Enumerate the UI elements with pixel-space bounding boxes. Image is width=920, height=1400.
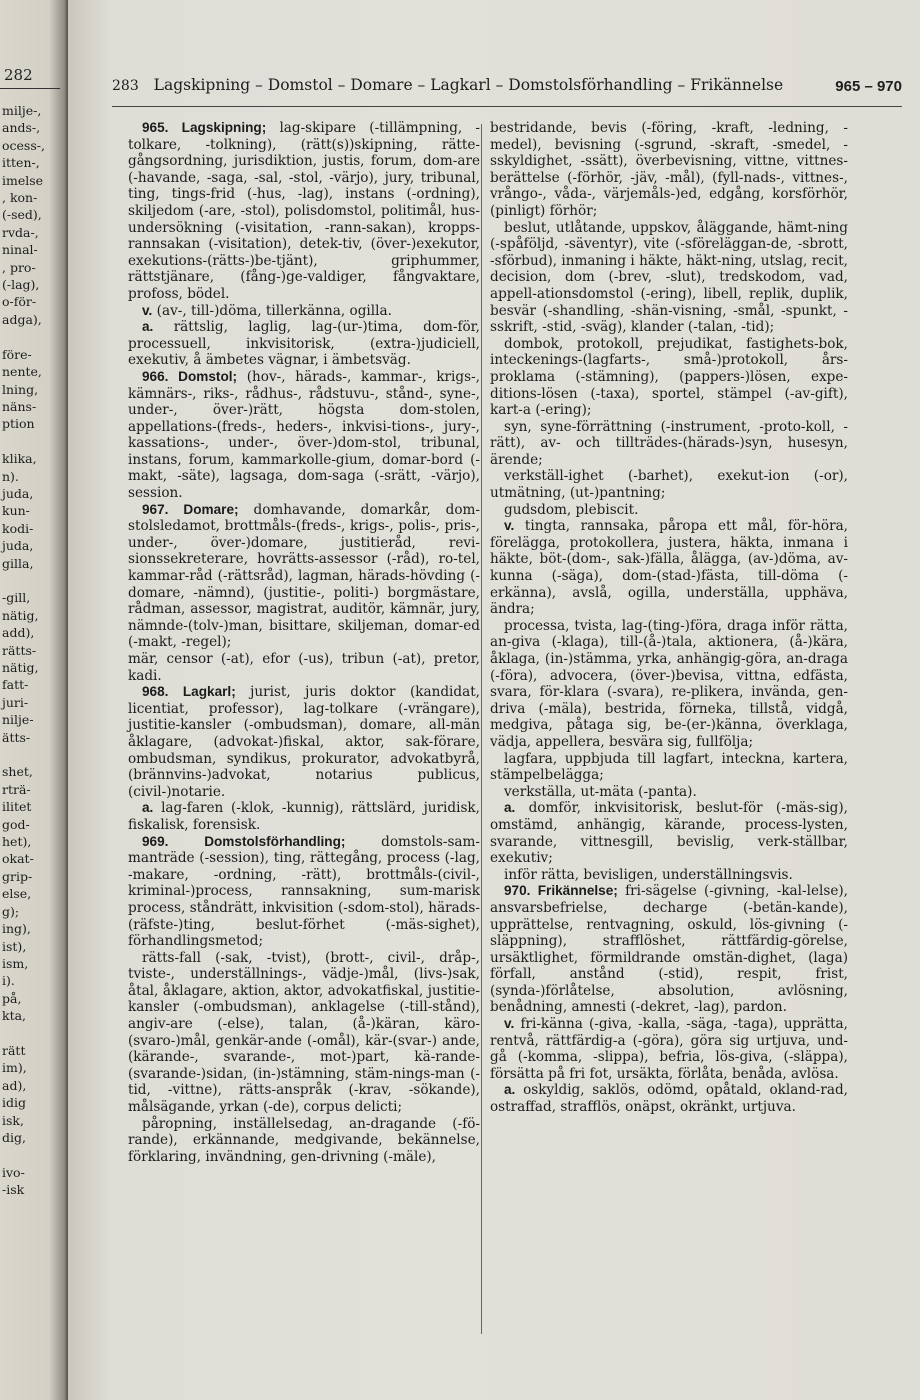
- entry-text: oskyldig, saklös, odömd, opåtald, okland-rad, ostraffad, strafflös, onäpst, okränkt, urtjuva.: [490, 1082, 849, 1116]
- entry-text: rätts-fall (-sak, -tvist), (brott-, civil-, dråp-, tviste-, underställnings-, vädje-)mål, (livs-)sak, åtal, åklagare, aktion, aktor, advokatfiskal, justitie-kansler (-ombudsman), anklagelse (-till-stånd), angiv-are (-else), talan, (å-)käran, käro-(svaro-)mål, genkär-ande (-omål), kär-(svar-) ande, (kärande-, svarande-, mot-)part, kä-rande-(svarande-)sidan, (in-)stämning, stäm-nings-man (-tid, -vittne), rätts-anspråk (-krav, -sökande), målsägande, yrkan (-de), corpus delicti;: [128, 949, 480, 1116]
- part-of-speech: a.: [504, 800, 516, 816]
- previous-page-fragment: itten-,: [2, 155, 40, 171]
- column-divider: [481, 124, 482, 1334]
- previous-page-fragment: juda,: [2, 485, 34, 501]
- sub-paragraph: [490, 1016, 848, 1082]
- previous-page-fragment: före-: [2, 346, 32, 362]
- entry-paragraph: [128, 684, 480, 800]
- entry-text: mär, censor (-at), efor (-us), tribun (-at), pretor, kadi.: [128, 651, 480, 684]
- entry-text: fri-sägelse (-givning, -kal-lelse), ansvarsbefrielse, decharge (-betän-kande), upprättelse, rentvagning, oskuld, lös-givning (-släppning), strafflöshet, rättfärdig-görelse, ursäktlighet, förmildrande omstän-dighet, (laga) förfall, anstånd (-stid), respit, frist, (synda-)förlåtelse, absolution, avlösning, benådning, amnesti (-dekret, -lag), pardon.: [490, 883, 848, 1016]
- previous-page-fragment: (-lag),: [2, 277, 40, 293]
- entry-text: verkställa, ut-mäta (-panta).: [504, 783, 697, 800]
- previous-page-fragment: ing),: [2, 921, 31, 937]
- previous-page-fragment: juda,: [2, 538, 34, 554]
- entry-number: 966.: [142, 368, 169, 384]
- entry-text: inför rätta, bevisligen, underställningsvis.: [504, 866, 793, 883]
- sub-paragraph: [490, 336, 848, 419]
- previous-page-fragment: milje-,: [2, 103, 42, 118]
- sub-paragraph: [490, 120, 848, 220]
- sub-paragraph: [128, 1116, 480, 1166]
- previous-page-fragment: idig: [2, 1095, 26, 1111]
- previous-page-fragment: god-: [2, 816, 30, 832]
- sub-paragraph: [128, 800, 480, 833]
- part-of-speech: v.: [504, 1016, 515, 1032]
- part-of-speech: v.: [504, 518, 515, 534]
- previous-page-fragment: ocess-,: [2, 137, 45, 153]
- previous-page-margin: [0, 0, 70, 1400]
- left-column: [128, 120, 480, 1165]
- previous-page-fragment: fatt-: [2, 677, 29, 693]
- entry-text: beslut, utlåtande, uppskov, åläggande, hämt-ning (-spåföljd, -säventyr), vite (-sföreläggan-de, -sbrott, -sförbud), inmaning i häkte, häkt-ning, utslag, recit, decision, dom (-brev, -slut), tredskodom, vad, appell-ationsdomstol (-ering), libell, replik, duplik, besvär (-shandling, -shän-visning, -smål, -spunkt, -sskrift, -stid, -sväg), klander (-talan, -tid);: [490, 219, 848, 336]
- entry-text: domför, inkvisitorisk, beslut-för (-mäs-sig), omstämd, anhängig, kärande, process-lysten, svarande, vittnesgill, bevislig, verk-ställbar, exekutiv;: [490, 800, 848, 867]
- previous-page-fragment: , pro-: [2, 259, 36, 275]
- entry-paragraph: [128, 369, 480, 502]
- part-of-speech: a.: [504, 1082, 516, 1098]
- entry-headword: Domare;: [183, 501, 239, 517]
- sub-paragraph: [490, 220, 848, 336]
- previous-page-fragment: nätig,: [2, 607, 39, 623]
- previous-page-fragment: ption: [2, 416, 35, 432]
- sub-paragraph: [128, 651, 480, 684]
- entry-text: processa, tvista, lag-(ting-)föra, draga inför rätta, an-giva (-klaga), till-(å-)tala, aktionera, (å-)kära, åklaga, (in-)stämma, yrka, anhängig-göra, an-draga (-föra), advocera, (över-)bevisa, vittna, edfästa, svara, för-klara (-svara), re-plikera, invända, gen-driva (-mäla), bestrida, förneka, tillstå, vidgå, medgiva, påtaga sig, be-(er-)känna, överklaga, vädja, appellera, besvära sig, fullfölja;: [490, 617, 848, 750]
- previous-page-fragment: dig,: [2, 1129, 26, 1145]
- previous-page-fragment: o-för-: [2, 294, 37, 310]
- previous-page-fragment: ninal-: [2, 242, 38, 258]
- entry-headword: Domstol;: [178, 368, 238, 384]
- previous-page-fragment: rvda-,: [2, 224, 39, 240]
- entry-number: 965.: [142, 120, 169, 135]
- previous-page-fragment: kta,: [2, 1008, 27, 1024]
- page-header: [112, 76, 912, 94]
- sub-paragraph: [490, 502, 848, 519]
- previous-page-fragment: [2, 1025, 45, 1042]
- previous-page-fragment: kun-: [2, 503, 30, 519]
- previous-page-fragment: ism,: [2, 955, 29, 971]
- previous-page-fragment: shet,: [2, 764, 33, 780]
- previous-page-fragment: add),: [2, 625, 35, 641]
- previous-page-fragment: klika,: [2, 451, 37, 467]
- sub-paragraph: [128, 303, 480, 320]
- previous-page-fragment: -isk: [2, 1182, 25, 1198]
- previous-page-fragment: i).: [2, 973, 15, 989]
- previous-page-fragment: juri-: [2, 694, 29, 710]
- entry-headword: Frikännelse;: [537, 883, 618, 899]
- entry-headword: Lagskipning;: [181, 120, 267, 135]
- previous-page-fragment: [2, 433, 45, 450]
- entry-paragraph: [490, 883, 848, 1016]
- previous-page-fragment: ad),: [2, 1077, 27, 1093]
- entry-paragraph: [128, 120, 480, 303]
- entry-text: lagfara, uppbjuda till lagfart, inteckna, kartera, stämpelbelägga;: [490, 750, 848, 784]
- previous-page-fragment: ilitet: [2, 799, 32, 815]
- entry-text: rättslig, laglig, lag-(ur-)tima, dom-för, processuell, inkvisitorisk, (extra-)judiciell, exekutiv, å ämbetes vägnar, i ämbetsväg.: [128, 319, 481, 369]
- entry-headword: Lagkarl;: [182, 684, 236, 700]
- previous-page-fragment: ist),: [2, 938, 27, 954]
- entry-text: verkställ-ighet (-barhet), exekut-ion (-or), utmätning, (ut-)pantning;: [490, 468, 848, 502]
- sub-paragraph: [128, 319, 480, 369]
- header-rule: [112, 106, 902, 107]
- right-column: [490, 120, 848, 1116]
- previous-page-fragment: näns-: [2, 398, 37, 414]
- previous-page-fragment: -gill,: [2, 590, 31, 606]
- page-number: 283: [112, 78, 139, 94]
- entry-text: fri-känna (-giva, -kalla, -säga, -taga), upprätta, rentvå, rättfärdig-a (-göra), göra sig urtjuva, und-gå (-komma, -slippa), befria, lös-giva, (-släppa), försätta på fri fot, ursäkta, förlåta, benåda, avlösa.: [490, 1016, 848, 1082]
- previous-page-fragment: ands-,: [2, 120, 41, 136]
- entry-text: gudsdom, plebiscit.: [504, 501, 639, 518]
- previous-page-fragment: rätt: [2, 1042, 26, 1058]
- previous-page-fragment: im),: [2, 1060, 27, 1076]
- previous-page-fragment: adga),: [2, 311, 42, 327]
- part-of-speech: a.: [142, 800, 154, 816]
- sub-paragraph: [490, 784, 848, 801]
- previous-page-number: 282: [4, 66, 33, 84]
- previous-page-fragment: n).: [2, 468, 19, 484]
- previous-page-fragment: ätts-: [2, 729, 31, 745]
- previous-page-fragment: [2, 572, 45, 589]
- entry-text: lag-faren (-klok, -kunnig), rättslärd, juridisk, fiskalisk, forensisk.: [128, 800, 480, 833]
- sub-paragraph: [490, 867, 848, 884]
- previous-page-fragment: [2, 1146, 45, 1163]
- previous-page-fragments: [2, 102, 45, 1199]
- entry-text: domstols-sam-manträde (-session), ting, rättegång, process (-lag, -makare, -ordning, -rätt), brottmåls-(civil-, kriminal-)process, rannsakning, sum-marisk process, ståndrätt, inkvisition (-sdom-stol), härads-(räfste-)ting, beslut-förhet (-mäs-sighet), förhandlingsmetod;: [128, 833, 481, 950]
- entry-text: tingta, rannsaka, påropa ett mål, för-höra, förelägga, protokollera, justera, häkta, inmana i häkte, böt-(dom-, sak-)fälla, ålägga, (av-)döma, av-kunna (-säga), dom-(stad-)fästa, till-döma (-erkänna), avslå, ogilla, underställa, upphäva, ändra;: [490, 518, 848, 618]
- entry-paragraph: [128, 834, 480, 950]
- dictionary-page: [68, 0, 920, 1400]
- sub-paragraph: [490, 618, 848, 751]
- previous-page-fragment: isk,: [2, 1112, 24, 1128]
- entry-text: (hov-, härads-, kammar-, krigs-, kämnärs-, riks-, rådhus-, rådstuvu-, stånd-, syne-, under-, över-)rätt, högsta dom-stolen, appellations-(freds-, heders-, inkvisi-tions-, jury-, kassations-, under-, över-)dom-stol, tribunal, instans, forum, kammarkolle-gium, domar-bord (-makt, -säte), lagsaga, dom-saga (-srätt, -värjo), session.: [128, 368, 480, 502]
- entry-number: 967.: [142, 501, 169, 517]
- previous-page-fragment: het),: [2, 834, 32, 850]
- entry-text: påropning, inställelsedag, an-dragande (-fö-rande), erkännande, medgivande, bekännelse, förklaring, invändning, gen-drivning (-mäle),: [128, 1115, 480, 1165]
- part-of-speech: v.: [142, 302, 153, 318]
- entry-headword: Domstolsförhandling;: [204, 833, 346, 849]
- entry-number: 968.: [142, 684, 169, 700]
- sub-paragraph: [490, 800, 848, 866]
- previous-page-fragment: kodi-: [2, 520, 34, 536]
- previous-page-fragment: else,: [2, 886, 32, 902]
- sub-paragraph: [490, 518, 848, 618]
- previous-page-fragment: rträ-: [2, 781, 31, 797]
- entry-text: jurist, juris doktor (kandidat, licentiat, professor), lag-tolkare (-vrängare), justitie-kansler (-ombudsman), domare, all-män åklagare, (advokat-)fiskal, aktor, sak-förare, ombudsman, syndikus, prokurator, advokatbyrå, (brännvins-)advokat, notarius publicus, (civil-)notarie.: [128, 684, 480, 800]
- entry-paragraph: [128, 502, 480, 651]
- entry-number: 969.: [142, 833, 169, 849]
- previous-page-fragment: [2, 746, 45, 763]
- entry-number: 970.: [504, 883, 531, 899]
- previous-page-fragment: grip-: [2, 868, 33, 884]
- sub-paragraph: [490, 419, 848, 469]
- previous-page-fragment: nätig,: [2, 660, 39, 675]
- sub-paragraph: [128, 950, 480, 1116]
- previous-page-fragment: nente,: [2, 364, 42, 380]
- previous-page-fragment: (-sed),: [2, 207, 42, 223]
- previous-page-fragment: g);: [2, 903, 20, 919]
- entry-text: syn, syne-förrättning (-instrument, -proto-koll, -rätt), av- och tillträdes-(härads-)syn, husesyn, ärende;: [490, 418, 848, 468]
- entry-text: dombok, protokoll, prejudikat, fastighets-bok, inteckenings-(lagfarts-, små-)protokoll, års-proklama (-stämning), (pappers-)lösen, expe-ditions-lösen (-taxa), sportel, stämpel (-av-gift), kart-a (-ering);: [490, 335, 848, 419]
- previous-page-fragment: rätts-: [2, 642, 37, 658]
- sub-paragraph: [490, 751, 848, 784]
- previous-page-fragment: , kon-: [2, 190, 38, 206]
- previous-page-fragment: lning,: [2, 381, 39, 397]
- entry-range: 965 – 970: [835, 78, 902, 95]
- previous-page-fragment: imelse: [2, 172, 44, 188]
- entry-text: lag-skipare (-tillämpning, -tolkare, -tolkning), (rätt(s))skipning, rätte-gångsordning, jurisdiktion, justis, forum, dom-are (-havande, -saga, -sal, -stol, -värjo), jury, tribunal, ting, tings-frid (-hus, -lag), instans (-ordning), skiljedom (-are, -stol), polisdomstol, politimål, hus-undersökning (-visitation, -rann-sakan), kropps-rannsakan (-visitation), detek-tiv, (över-)exekutor, exekutions-(rätts-)be-tjänt), griphummer, rättstjänare, (fång-)ge-valdiger, fångvaktare, profoss, bödel.: [128, 120, 481, 302]
- sub-paragraph: [490, 1082, 848, 1115]
- entry-text: domhavande, domarkår, dom-stolsledamot, brottmåls-(freds-, krigs-, polis-, pris-, under-, över-)domare, justitieråd, revi-sionssekreterare, hovrätts-assessor (-råd), ro-tel, kammar-råd (-rättsråd), lagman, härads-hövding (-domare, -nämnd), (justitie-, politi-) borgmästare, rådman, assessor, magistrat, auditör, kämnär, jury, nämnde-(tolv-)man, bisittare, skiljeman, domar-ed (-makt, -regel);: [128, 501, 481, 651]
- sub-paragraph: [490, 468, 848, 501]
- part-of-speech: a.: [142, 319, 154, 335]
- header-title: Lagskipning – Domstol – Domare – Lagkarl – Domstolsförhandling – Frikännelse: [153, 76, 784, 94]
- previous-page-fragment: [2, 328, 45, 345]
- previous-page-fragment: okat-: [2, 851, 34, 867]
- previous-page-fragment: nilje-: [2, 712, 34, 728]
- previous-page-fragment: ivo-: [2, 1164, 25, 1180]
- previous-page-rule: [0, 88, 60, 89]
- entry-text: bestridande, bevis (-föring, -kraft, -ledning, -medel), bevisning (-sgrund, -skraft, -smedel, -sskyldighet, -ssätt), överbevisning, vittne, vittnes-berättelse (-förhör, -jäv, -mål), (fyll-nads-, vittnes-, vrångo-, våda-, värjemåls-)ed, edgång, korsförhör, (pinligt) förhör;: [490, 120, 848, 219]
- previous-page-fragment: gilla,: [2, 555, 34, 571]
- previous-page-fragment: på,: [2, 990, 22, 1006]
- entry-text: (av-, till-)döma, tillerkänna, ogilla.: [156, 302, 392, 319]
